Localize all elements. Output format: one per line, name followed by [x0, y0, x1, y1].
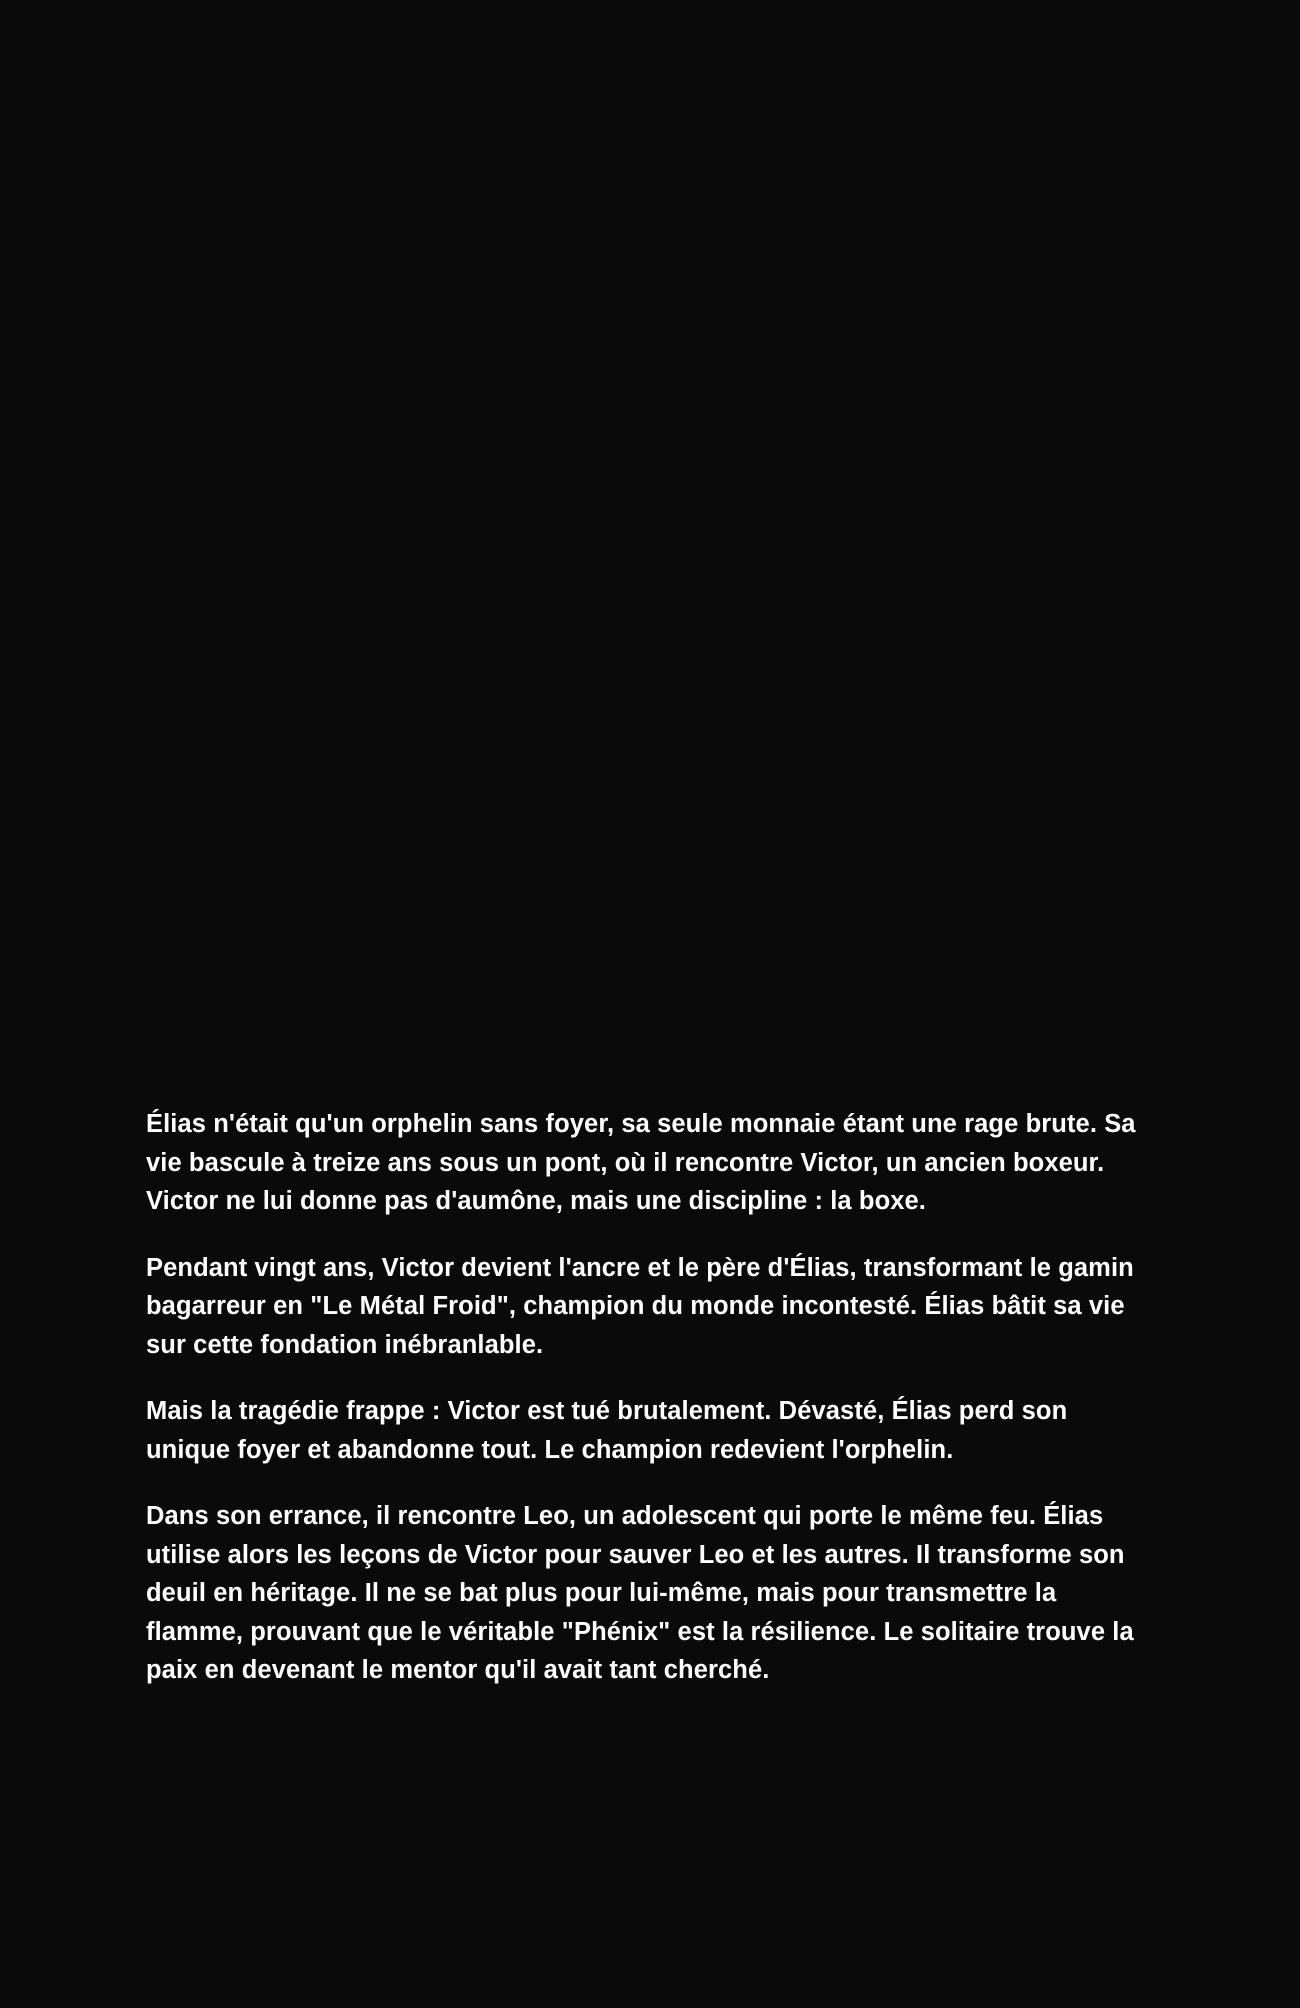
- story-text-block: [146, 1105, 1156, 1690]
- paragraph: Dans son errance, il rencontre Leo, un adolescent qui porte le même feu. Élias utilise alors les leçons de Victor pour sauver Leo et les autres. Il transforme son deuil en héritage. Il ne se bat plus pour lui-même, mais pour transmettre la flamme, prouvant que le véritable "Phénix" est la résilience. Le solitaire trouve la paix en devenant le mentor qu'il avait tant cherché.: [146, 1502, 1134, 1684]
- paragraph: Élias n'était qu'un orphelin sans foyer, sa seule monnaie étant une rage brute. Sa vie bascule à treize ans sous un pont, où il rencontre Victor, un ancien boxeur. Victor ne lui donne pas d'aumône, mais une discipline : la boxe.: [146, 1110, 1136, 1215]
- paragraph: Pendant vingt ans, Victor devient l'ancre et le père d'Élias, transformant le gamin bagarreur en "Le Métal Froid", champion du monde incontesté. Élias bâtit sa vie sur cette fondation inébranlable.: [146, 1253, 1134, 1359]
- paragraph: Mais la tragédie frappe : Victor est tué brutalement. Dévasté, Élias perd son unique foyer et abandonne tout. Le champion redevient l'orphelin.: [146, 1397, 1068, 1464]
